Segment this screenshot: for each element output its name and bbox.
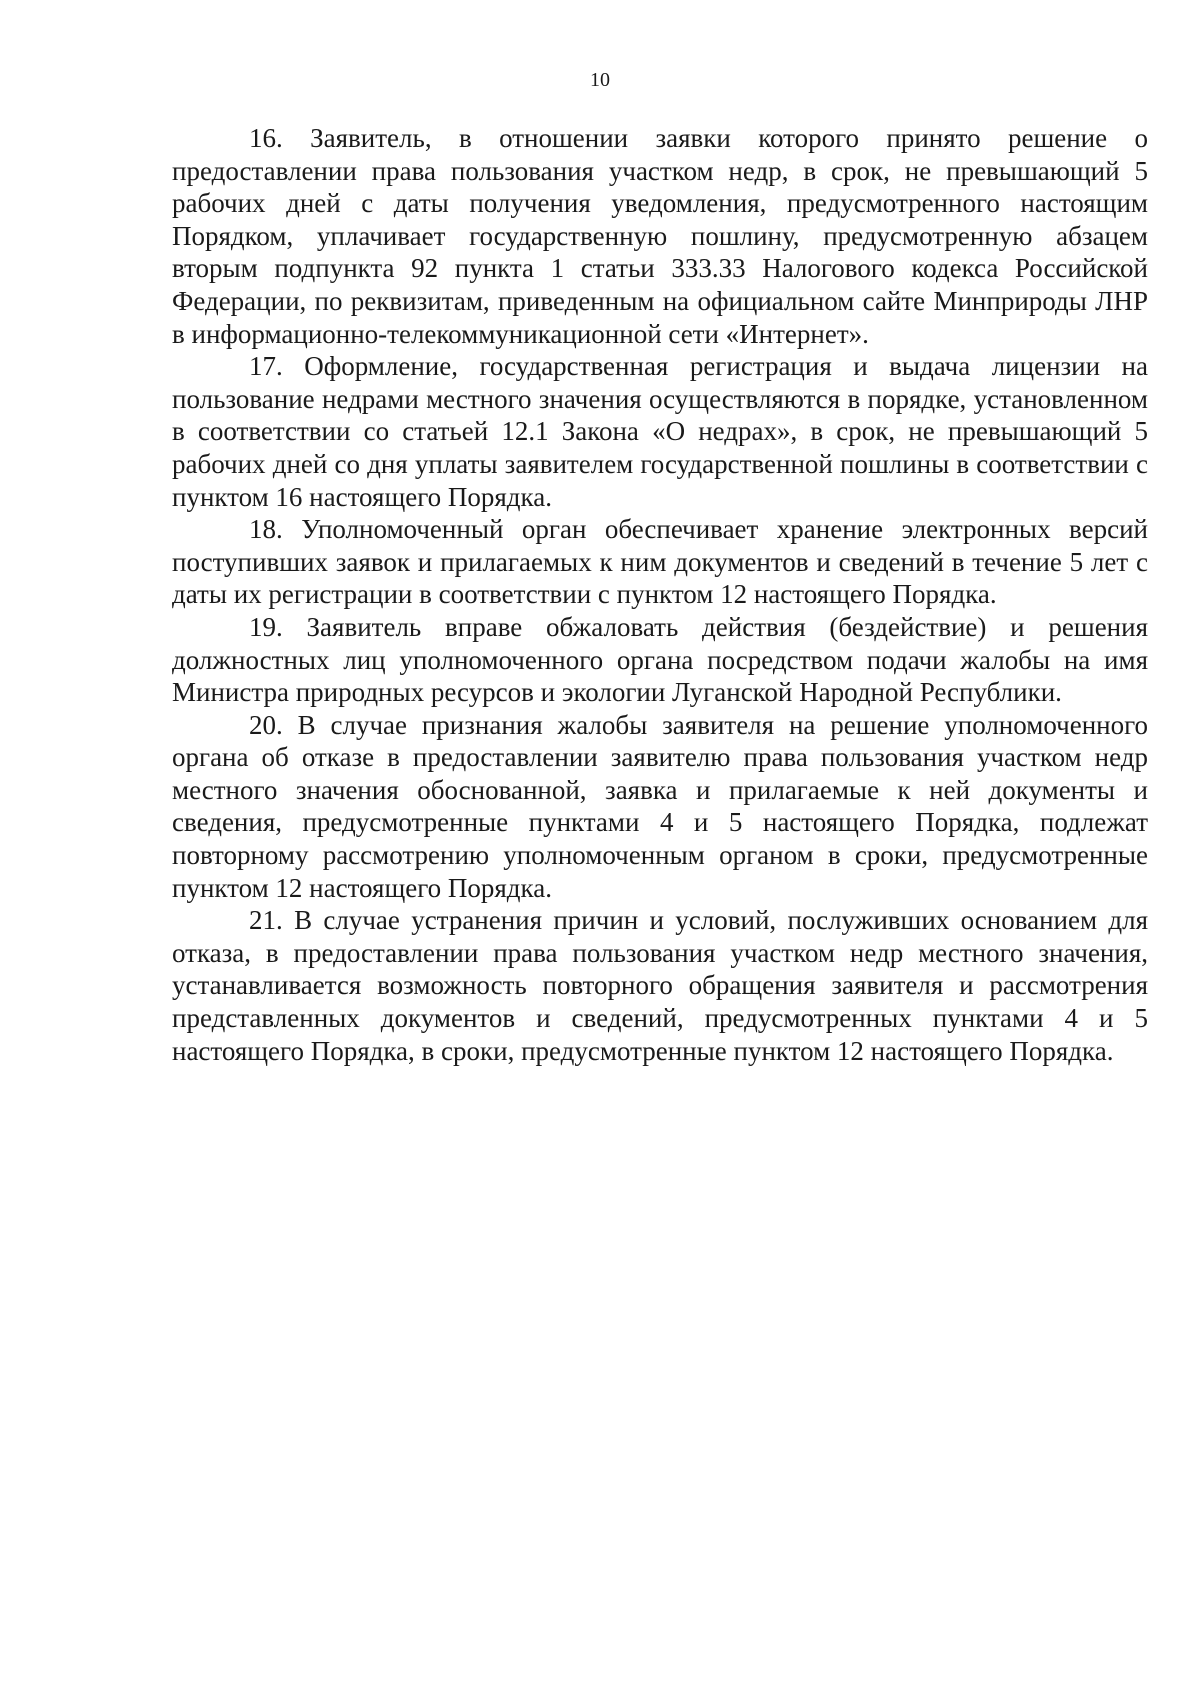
paragraph-21: 21. В случае устранения причин и условий, послуживших основанием для отказа, в предоставлении права пользования участком недр местного значения, устанавливается возможность повторного обращения заявителя и рассмотрения представленных документов и сведений, предусмотренных пунктами 4 и 5 настоящего Порядка, в сроки, предусмотренные пунктом 12 настоящего Порядка. (172, 905, 1148, 1066)
paragraph-18: 18. Уполномоченный орган обеспечивает хранение электронных версий поступивших заявок и прилагаемых к ним документов и сведений в течение 5 лет с даты их регистрации в соответствии с пунктом 12 настоящего Порядка. (172, 514, 1148, 610)
paragraph-17: 17. Оформление, государственная регистрация и выдача лицензии на пользование недрами местного значения осуществляются в порядке, установленном в соответствии со статьей 12.1 Закона «О недрах», в срок, не превышающий 5 рабочих дней со дня уплаты заявителем государственной пошлины в соответствии с пунктом 16 настоящего Порядка. (172, 351, 1148, 512)
paragraph-20: 20. В случае признания жалобы заявителя на решение уполномоченного органа об отказе в предоставлении заявителю права пользования участком недр местного значения обоснованной, заявка и прилагаемые к ней документы и сведения, предусмотренные пунктами 4 и 5 настоящего Порядка, подлежат повторному рассмотрению уполномоченным органом в сроки, предусмотренные пунктом 12 настоящего Порядка. (172, 709, 1148, 903)
paragraph-16: 16. Заявитель, в отношении заявки которого принято решение о предоставлении права пользования участком недр, в срок, не превышающий 5 рабочих дней с даты получения уведомления, предусмотренного настоящим Порядком, уплачивает государственную пошлину, предусмотренную абзацем вторым подпункта 92 пункта 1 статьи 333.33 Налогового кодекса Российской Федерации, по реквизитам, приведенным на официальном сайте Минприроды ЛНР в информационно-телекоммуникационной сети «Интернет». (172, 123, 1148, 349)
page-number: 10 (590, 69, 610, 91)
document-body (172, 122, 1148, 1067)
paragraph-19: 19. Заявитель вправе обжаловать действия (бездействие) и решения должностных лиц уполномоченного органа посредством подачи жалобы на имя Министра природных ресурсов и экологии Луганской Народной Республики. (172, 611, 1148, 708)
